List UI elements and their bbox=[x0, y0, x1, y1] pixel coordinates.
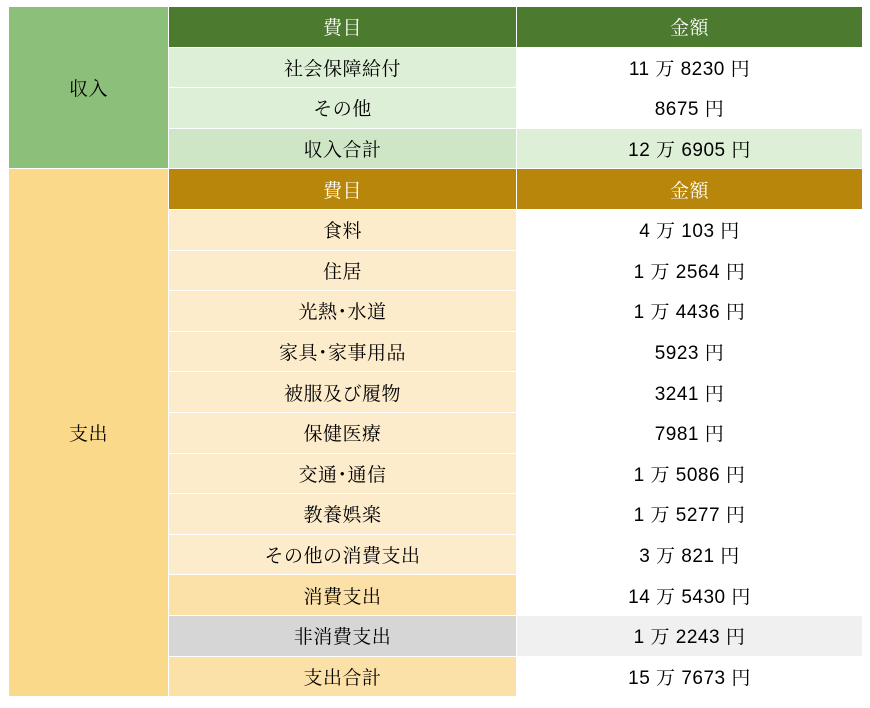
income-item-label: その他 bbox=[169, 88, 517, 129]
expense-item-label: その他の消費支出 bbox=[169, 534, 517, 575]
expense-item-amount: 3241 円 bbox=[517, 372, 863, 413]
nonconsumption-expense-amount: 1 万 2243 円 bbox=[517, 615, 863, 656]
expense-item-label: 食料 bbox=[169, 209, 517, 250]
expense-item-amount: 4 万 103 円 bbox=[517, 209, 863, 250]
income-total-label: 収入合計 bbox=[169, 128, 517, 169]
expense-subtotal-label: 消費支出 bbox=[169, 575, 517, 616]
expense-header-item: 費目 bbox=[169, 169, 517, 210]
expense-item-label: 保健医療 bbox=[169, 412, 517, 453]
income-item-amount: 8675 円 bbox=[517, 88, 863, 129]
expense-item-label: 被服及び履物 bbox=[169, 372, 517, 413]
income-header-item: 費目 bbox=[169, 7, 517, 48]
expense-subtotal-amount: 14 万 5430 円 bbox=[517, 575, 863, 616]
expense-item-amount: 5923 円 bbox=[517, 331, 863, 372]
expense-total-amount: 15 万 7673 円 bbox=[517, 656, 863, 697]
expense-item-amount: 1 万 4436 円 bbox=[517, 291, 863, 332]
expense-item-label: 住居 bbox=[169, 250, 517, 291]
income-category-label: 収入 bbox=[9, 7, 169, 169]
expense-item-amount: 1 万 5086 円 bbox=[517, 453, 863, 494]
expense-item-label: 交通･通信 bbox=[169, 453, 517, 494]
income-item-amount: 11 万 8230 円 bbox=[517, 47, 863, 88]
table-row bbox=[9, 7, 863, 48]
expense-item-amount: 1 万 5277 円 bbox=[517, 494, 863, 535]
expense-item-label: 家具･家事用品 bbox=[169, 331, 517, 372]
household-budget-table bbox=[8, 6, 863, 697]
income-total-amount: 12 万 6905 円 bbox=[517, 128, 863, 169]
table-row bbox=[9, 169, 863, 210]
expense-item-amount: 3 万 821 円 bbox=[517, 534, 863, 575]
expense-header-amount: 金額 bbox=[517, 169, 863, 210]
expense-total-label: 支出合計 bbox=[169, 656, 517, 697]
income-header-amount: 金額 bbox=[517, 7, 863, 48]
nonconsumption-expense-label: 非消費支出 bbox=[169, 615, 517, 656]
expense-item-amount: 1 万 2564 円 bbox=[517, 250, 863, 291]
income-item-label: 社会保障給付 bbox=[169, 47, 517, 88]
expense-category-label: 支出 bbox=[9, 169, 169, 697]
expense-item-label: 教養娯楽 bbox=[169, 494, 517, 535]
expense-item-amount: 7981 円 bbox=[517, 412, 863, 453]
expense-item-label: 光熱･水道 bbox=[169, 291, 517, 332]
